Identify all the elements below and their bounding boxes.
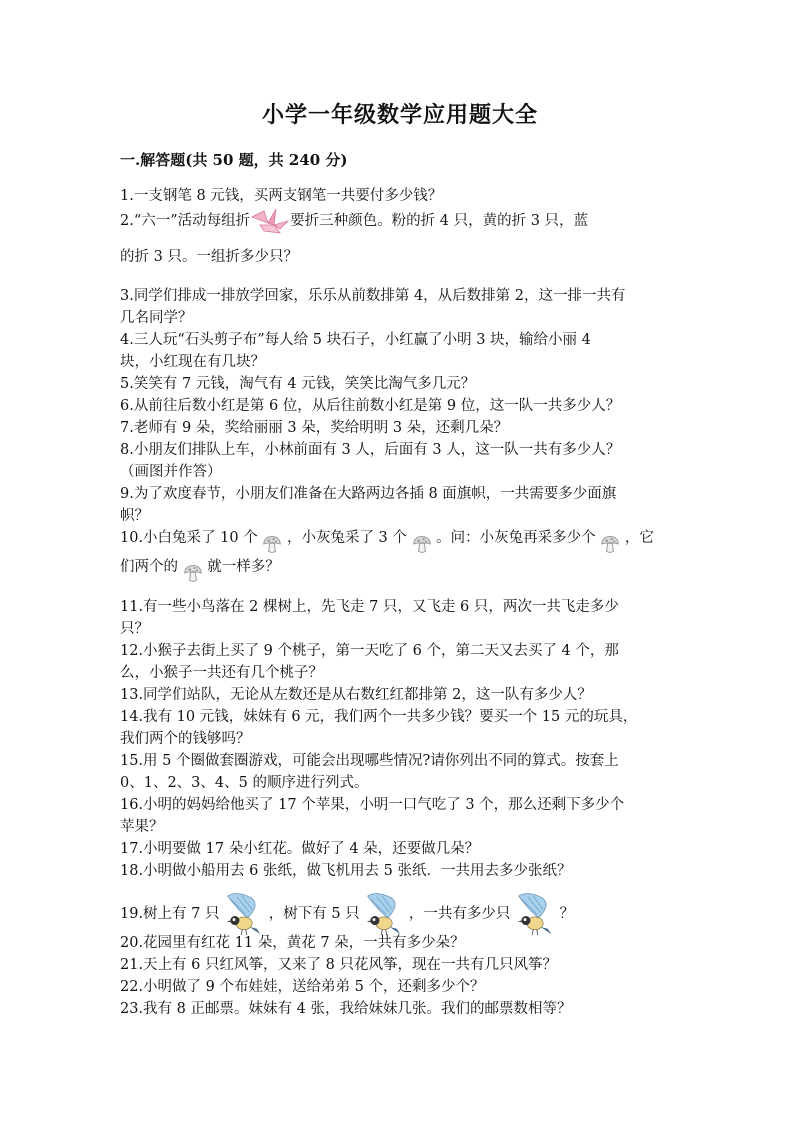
question-4: 4.三人玩“石头剪子布”每人给 5 块石子，小红赢了小明 3 块，输给小丽 4 — [120, 332, 591, 348]
question-3-cont: 几名同学？ — [120, 310, 193, 326]
question-12-cont: 么，小猴子一共还有几个桃子？ — [120, 665, 323, 681]
question-10-text-c: 。问：小灰兔再采多少个 — [436, 530, 596, 546]
question-2-cont: 的折 3 只。一组折多少只？ — [120, 249, 298, 265]
mushroom-icon — [600, 534, 620, 554]
question-19-text-a: 19.树上有 7 只 — [120, 906, 220, 922]
question-5: 5.笑笑有 7 元钱，淘气有 4 元钱，笑笑比淘气多几元？ — [120, 376, 476, 392]
question-21: 21.天上有 6 只红风筝，又来了 8 只花风筝，现在一共有几只风筝？ — [120, 957, 557, 973]
question-17: 17.小明要做 17 朵小红花。做好了 4 朵，还要做几朵？ — [120, 841, 480, 857]
question-14-cont: 我们两个的钱够吗？ — [120, 731, 251, 747]
page-title: 小学一年级数学应用题大全 — [261, 103, 538, 128]
question-22: 22.小明做了 9 个布娃娃，送给弟弟 5 个，还剩多少个？ — [120, 979, 485, 995]
question-2-text-a: 2.“六一”活动每组折 — [120, 213, 251, 229]
question-19-text-d: ？ — [559, 906, 575, 922]
question-10-text-d: ，它 — [624, 530, 654, 546]
paper-crane-icon — [250, 207, 290, 237]
question-23: 23.我有 8 正邮票。妹妹有 4 张，我给妹妹几张。我们的邮票数相等？ — [120, 1001, 572, 1017]
section-heading: 一.解答题(共 50 题，共 240 分) — [120, 151, 348, 169]
question-3: 3.同学们排成一排放学回家，乐乐从前数排第 4，从后数排第 2，这一排一共有 — [120, 288, 626, 304]
question-2 — [120, 207, 680, 237]
mushroom-icon — [262, 534, 282, 554]
question-20: 20.花园里有红花 11 朵，黄花 7 朵，一共有多少朵？ — [120, 935, 465, 951]
question-2-text-b: 要折三种颜色。粉的折 4 只，黄的折 3 只，蓝 — [290, 213, 589, 229]
question-11-cont: 只？ — [120, 621, 149, 637]
question-14: 14.我有 10 元钱，妹妹有 6 元，我们两个一共多少钱？要买一个 15 元的玩具， — [120, 709, 638, 725]
question-10-text-e: 们两个的 — [120, 559, 178, 575]
question-1: 1.一支钢笔 8 元钱，买两支钢笔一共要付多少钱？ — [120, 188, 443, 204]
question-16-cont: 苹果？ — [120, 819, 164, 835]
question-4-cont: 块，小红现在有几块？ — [120, 354, 265, 370]
question-10-text-f: 就一样多？ — [207, 559, 280, 575]
mushroom-icon — [183, 563, 203, 583]
question-10 — [120, 527, 680, 554]
question-19-text-b: ，树下有 5 只 — [268, 906, 360, 922]
question-10-cont — [120, 556, 680, 583]
question-15-cont: 0、1、2、3、4、5 的顺序进行列式。 — [120, 775, 369, 791]
question-10-text-b: ，小灰兔采了 3 个 — [286, 530, 407, 546]
question-15: 15.用 5 个圈做套圈游戏，可能会出现哪些情况?请你列出不同的算式。按套上 — [120, 753, 619, 769]
question-16: 16.小明的妈妈给他买了 17 个苹果，小明一口气吃了 3 个，那么还剩下多少个 — [120, 797, 625, 813]
question-10-text-a: 10.小白兔采了 10 个 — [120, 530, 258, 546]
question-13: 13.同学们站队，无论从左数还是从右数红红都排第 2，这一队有多少人？ — [120, 687, 592, 703]
question-11: 11.有一些小鸟落在 2 棵树上，先飞走 7 只，又飞走 6 只，两次一共飞走多少 — [120, 599, 619, 615]
question-7: 7.老师有 9 朵，奖给丽丽 3 朵，奖给明明 3 朵，还剩几朵？ — [120, 420, 509, 436]
question-12: 12.小猴子去街上买了 9 个桃子，第一天吃了 6 个，第二天又去买了 4 个，那 — [120, 643, 619, 659]
question-8: 8.小朋友们排队上车，小林前面有 3 人，后面有 3 人，这一队一共有多少人？ — [120, 442, 621, 458]
mushroom-icon — [412, 534, 432, 554]
question-19-text-c: ，一共有多少只 — [408, 906, 511, 922]
question-8-cont: （画图并作答） — [120, 464, 222, 480]
question-18: 18.小明做小船用去 6 张纸，做飞机用去 5 张纸．一共用去多少张纸？ — [120, 863, 572, 879]
question-6: 6.从前往后数小红是第 6 位，从后往前数小红是第 9 位，这一队一共多少人？ — [120, 398, 621, 414]
question-9-cont: 帜？ — [120, 508, 149, 524]
question-9: 9.为了欢度春节，小朋友们准备在大路两边各插 8 面旗帜，一共需要多少面旗 — [120, 486, 617, 502]
